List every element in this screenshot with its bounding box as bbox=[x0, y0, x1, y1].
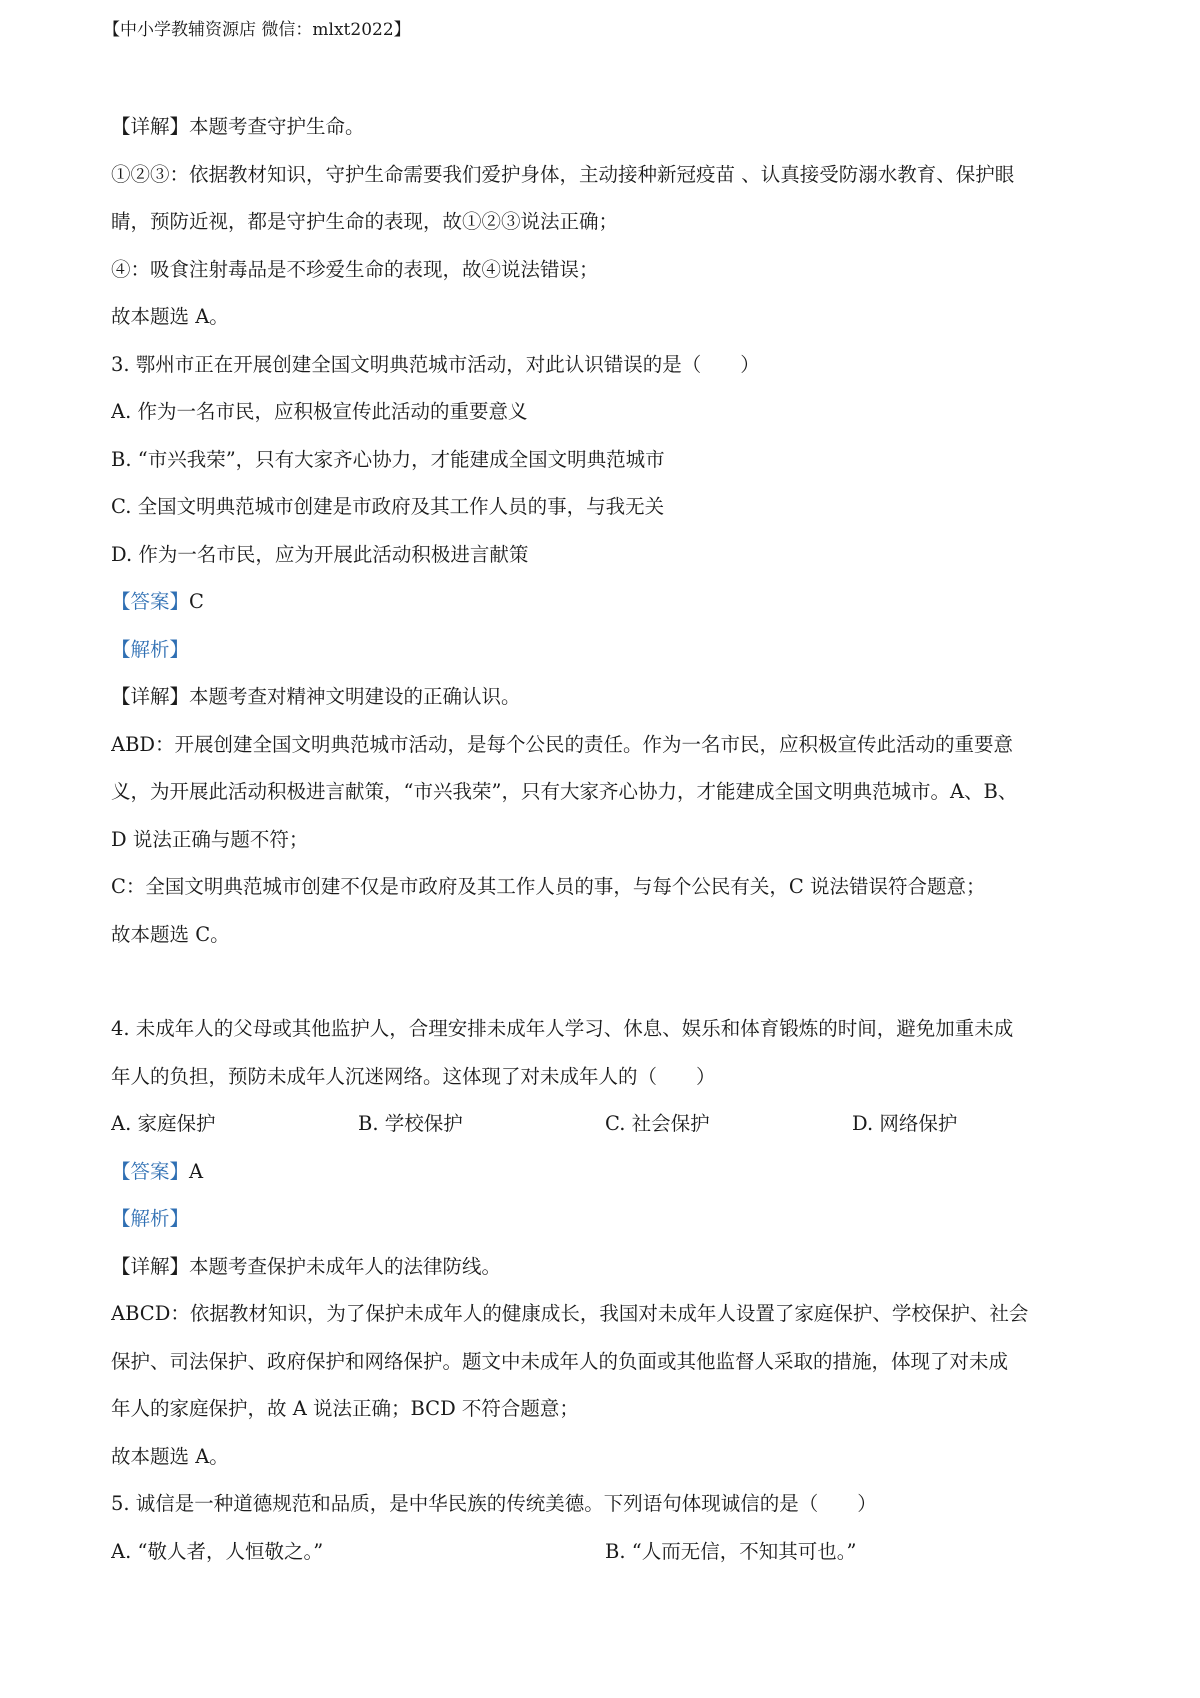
q2-explanation-line: 睛，预防近视，都是守护生命的表现，故①②③说法正确； bbox=[111, 210, 619, 233]
q4-detail: 【详解】本题考查保护未成年人的法律防线。 bbox=[111, 1254, 502, 1278]
q4-answer bbox=[111, 1148, 1101, 1196]
q4-stem-line: 4. 未成年人的父母或其他监护人，合理安排未成年人学习、休息、娱乐和体育锻炼的时间，避免加重未成 bbox=[111, 1017, 1014, 1040]
q3-explanation-line: D 说法正确与题不符； bbox=[111, 827, 309, 851]
q4-stem-line: 年人的负担，预防未成年人沉迷网络。这体现了对未成年人的（ ） bbox=[111, 1064, 716, 1088]
answer-label: 【答案】 bbox=[111, 590, 190, 613]
q3-analysis-label: 【解析】 bbox=[111, 637, 190, 661]
q4-analysis-label: 【解析】 bbox=[111, 1207, 190, 1230]
document-body bbox=[111, 103, 1101, 1575]
q5-option-a: A. “敬人者，人恒敬之。” bbox=[111, 1539, 324, 1563]
q4-option-a: A. 家庭保护 bbox=[111, 1112, 216, 1135]
q3-answer bbox=[111, 578, 1101, 626]
q5-option-b: B. “人而无信，不知其可也。” bbox=[605, 1539, 857, 1563]
q4-explanation-line: 保护、司法保护、政府保护和网络保护。题文中未成年人的负面或其他监督人采取的措施，体现了对未成 bbox=[111, 1349, 1009, 1373]
q4-explanation-line: ABCD：依据教材知识，为了保护未成年人的健康成长，我国对未成年人设置了家庭保护、学校保护、社会 bbox=[111, 1302, 1029, 1325]
q4-options bbox=[111, 1100, 1101, 1148]
q2-detail: 【详解】本题考查守护生命。 bbox=[111, 115, 365, 138]
answer-value: A bbox=[189, 1159, 204, 1183]
q3-detail: 【详解】本题考查对精神文明建设的正确认识。 bbox=[111, 685, 521, 708]
q4-option-b: B. 学校保护 bbox=[358, 1112, 463, 1135]
q5-options bbox=[111, 1528, 1101, 1576]
page-header: 【中小学教辅资源店 微信：mlxt2022】 bbox=[103, 20, 411, 40]
q3-conclusion: 故本题选 C。 bbox=[111, 922, 230, 946]
q2-explanation-line: ④：吸食注射毒品是不珍爱生命的表现，故④说法错误； bbox=[111, 257, 599, 281]
q3-explanation-line: ABD：开展创建全国文明典范城市活动，是每个公民的责任。作为一名市民，应积极宣传此活动的重要意 bbox=[111, 732, 1014, 756]
q3-option-d: D. 作为一名市民，应为开展此活动积极进言献策 bbox=[111, 542, 529, 566]
q3-explanation-line: 义，为开展此活动积极进言献策，“市兴我荣”，只有大家齐心协力，才能建成全国文明典范城市。A、B、 bbox=[111, 780, 1018, 803]
q2-conclusion: 故本题选 A。 bbox=[111, 305, 229, 328]
q3-option-c: C. 全国文明典范城市创建是市政府及其工作人员的事，与我无关 bbox=[111, 495, 665, 518]
q4-option-d: D. 网络保护 bbox=[852, 1112, 958, 1135]
q2-explanation-line: ①②③：依据教材知识，守护生命需要我们爱护身体，主动接种新冠疫苗 、认真接受防溺水教育、保护眼 bbox=[111, 162, 1015, 186]
answer-value: C bbox=[189, 590, 204, 613]
q3-option-a: A. 作为一名市民，应积极宣传此活动的重要意义 bbox=[111, 400, 528, 423]
q4-explanation-line: 年人的家庭保护，故 A 说法正确；BCD 不符合题意； bbox=[111, 1397, 579, 1420]
q3-option-b: B. “市兴我荣”，只有大家齐心协力，才能建成全国文明典范城市 bbox=[111, 447, 665, 471]
q3-stem: 3. 鄂州市正在开展创建全国文明典范城市活动，对此认识错误的是（ ） bbox=[111, 352, 760, 376]
spacer bbox=[111, 958, 1101, 1005]
q5-stem: 5. 诚信是一种道德规范和品质，是中华民族的传统美德。下列语句体现诚信的是（ ） bbox=[111, 1492, 877, 1515]
q3-explanation-line: C：全国文明典范城市创建不仅是市政府及其工作人员的事，与每个公民有关，C 说法错误符合题意； bbox=[111, 875, 986, 898]
q4-option-c: C. 社会保护 bbox=[605, 1112, 710, 1135]
q4-conclusion: 故本题选 A。 bbox=[111, 1444, 229, 1468]
answer-label: 【答案】 bbox=[111, 1159, 190, 1183]
